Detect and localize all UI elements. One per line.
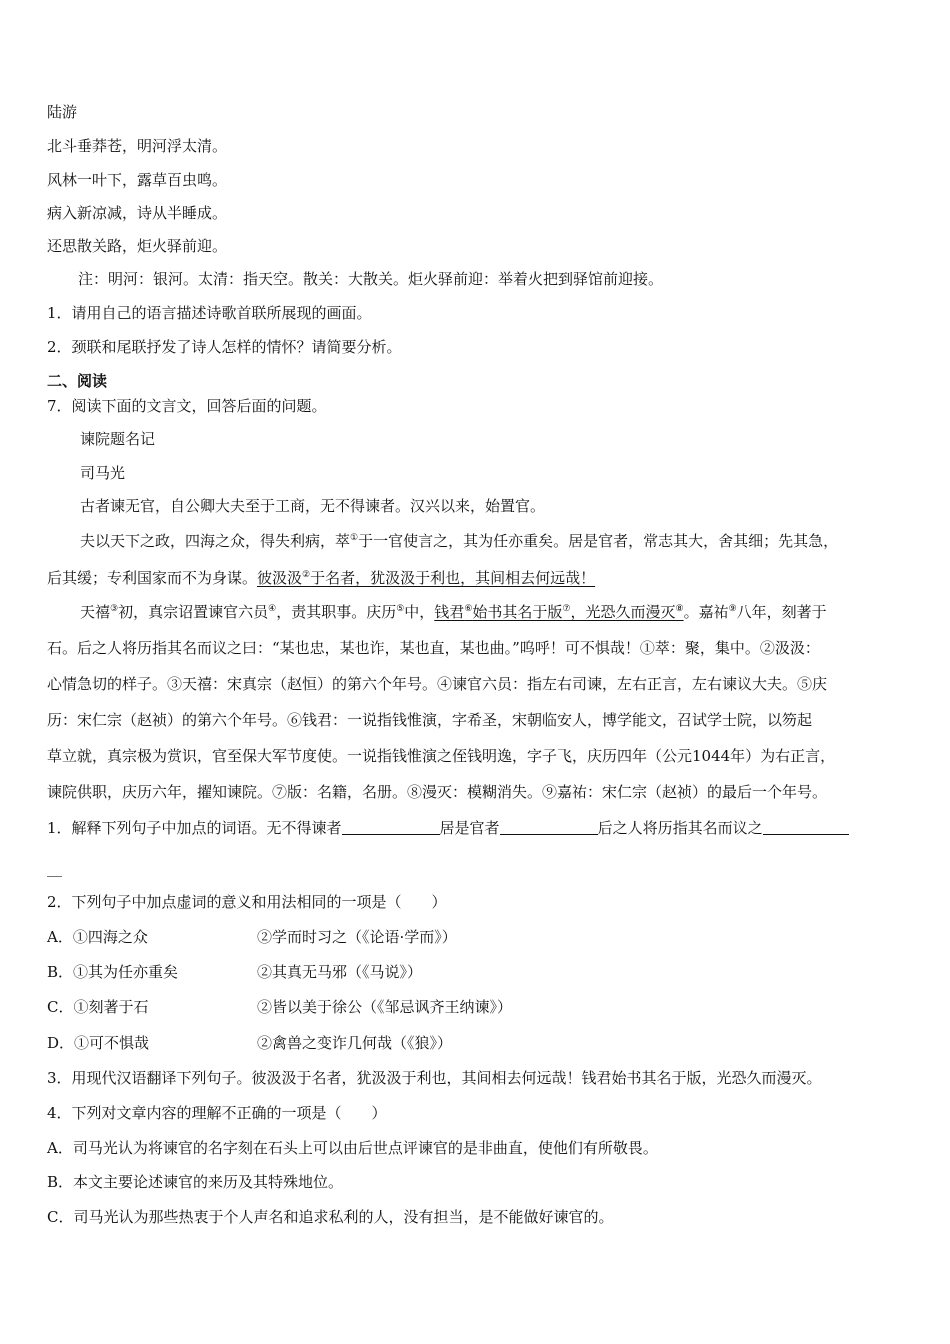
essay-footnotes-line-3: 草立就，真宗极为赏识，官至保大军节度使。一说指钱惟演之侄钱明逸，字子飞，庆历四年（公元1044年）为右正言， — [47, 747, 836, 765]
poem-question-1: 1．请用自己的语言描述诗歌首联所展现的画面。 — [47, 304, 372, 322]
footnote-mark: ⑦ — [562, 604, 571, 614]
poem-line-3: 病入新凉减，诗从半睡成。 — [47, 204, 228, 222]
text-run: 于名者，犹汲汲于利也，其间相去何远哉！ — [310, 569, 596, 587]
text-run: 居是官者 — [439, 819, 500, 837]
footnote-mark: ③ — [110, 604, 119, 614]
footnote-mark: ② — [302, 570, 311, 580]
q4-option-c[interactable]: C．司马光认为那些热衷于个人声名和追求私利的人，没有担当，是不能做好谏官的。 — [47, 1208, 614, 1226]
text-run: 始书其名于版 — [472, 603, 563, 621]
text-run: 钱君 — [434, 603, 465, 621]
text-run: 中， — [404, 603, 435, 621]
essay-paragraph-3-line-2: 石。后之人将历指其名而议之曰：“某也忠，某也诈，某也直，某也曲。”呜呼！可不惧哉！①萃：聚，集中。②汲汲： — [47, 639, 820, 657]
essay-paragraph-2-line-2 — [47, 568, 595, 588]
poem-line-4: 还思散关路，炬火驿前迎。 — [47, 237, 228, 255]
answer-blank-1[interactable] — [342, 818, 440, 835]
option-label: A．①四海之众 — [47, 928, 148, 946]
text-run: 初，真宗诏置谏官六员 — [118, 603, 269, 621]
essay-paragraph-1: 古者谏无官，自公卿大夫至于工商，无不得谏者。汉兴以来，始置官。 — [80, 497, 546, 515]
option-d[interactable] — [47, 1033, 452, 1053]
essay-paragraph-2-line-1 — [80, 531, 838, 551]
option-reference: ②皆以美于徐公（《邹忌讽齐王纳谏》） — [257, 998, 513, 1016]
option-reference: ②其真无马邪（《马说》） — [257, 963, 423, 981]
essay-footnotes-line-4: 谏院供职，庆历六年，擢知谏院。⑦版：名籍，名册。⑧漫灭：模糊消失。⑨嘉祐：宋仁宗（赵祯）的最后一个年号。 — [47, 783, 828, 801]
text-run: 于一官使言之，其为任亦重矣。居是官者，常志其大，舍其细；先其急， — [358, 532, 839, 550]
footnote-mark: ⑧ — [675, 604, 684, 614]
footnote-mark: ⑥ — [464, 604, 473, 614]
answer-blank-3[interactable] — [763, 818, 849, 835]
essay-paragraph-3-line-1 — [80, 602, 827, 622]
footnote-mark: ① — [350, 533, 359, 543]
option-label: D．①可不惧哉 — [47, 1034, 150, 1052]
essay-author: 司马光 — [80, 464, 126, 482]
essay-footnotes-line-2: 历：宋仁宗（赵祯）的第六个年号。⑥钱君：一说指钱惟演，字希圣，宋朝临安人，博学能文，召试学士院，以笏起 — [47, 711, 813, 729]
q4-option-b[interactable]: B．本文主要论述谏官的来历及其特殊地位。 — [47, 1173, 344, 1191]
text-run: ，责其职事。庆历 — [276, 603, 397, 621]
text-run: 1．解释下列句子中加点的词语。无不得谏者 — [47, 819, 342, 837]
section-heading: 二、阅读 — [47, 372, 108, 390]
answer-blank-continuation: __ — [47, 859, 62, 877]
option-label: B．①其为任亦重矣 — [47, 963, 179, 981]
question-7: 7．阅读下面的文言文，回答后面的问题。 — [47, 397, 327, 415]
answer-blank-2[interactable] — [500, 818, 598, 835]
footnote-mark: ⑨ — [728, 604, 737, 614]
text-run: 。嘉祐 — [683, 603, 729, 621]
text-run: 夫以天下之政，四海之众，得失利病，萃 — [80, 532, 351, 550]
underlined-sentence — [434, 603, 683, 621]
option-a[interactable] — [47, 927, 457, 947]
text-run: 八年，刻著于 — [736, 603, 827, 621]
poem-line-2: 风林一叶下，露草百虫鸣。 — [47, 171, 228, 189]
essay-footnotes-line-1: 心情急切的样子。③天禧：宋真宗（赵恒）的第六个年号。④谏官六员：指左右司谏，左右正言，左右谏议大夫。⑤庆 — [47, 675, 828, 693]
underlined-sentence — [257, 569, 595, 587]
poem-question-2: 2．颈联和尾联抒发了诗人怎样的情怀？请简要分析。 — [47, 338, 402, 356]
text-run: 彼汲汲 — [257, 569, 303, 587]
sub-question-2: 2．下列句子中加点虚词的意义和用法相同的一项是（ ） — [47, 893, 447, 911]
text-run: 后之人将历指其名而议之 — [597, 819, 763, 837]
sub-question-1 — [47, 818, 849, 838]
option-reference: ②禽兽之变诈几何哉（《狼》） — [257, 1034, 453, 1052]
q4-option-a[interactable]: A．司马光认为将谏官的名字刻在石头上可以由后世点评谏官的是非曲直，使他们有所敬畏。 — [47, 1139, 658, 1157]
poem-author: 陆游 — [47, 103, 78, 121]
option-b[interactable] — [47, 962, 422, 982]
option-label: C．①刻著于石 — [47, 998, 149, 1016]
essay-title: 谏院题名记 — [80, 430, 156, 448]
text-run: 后其缓；专利国家而不为身谋。 — [47, 569, 258, 587]
text-run: 天禧 — [80, 603, 111, 621]
poem-note: 注：明河：银河。太清：指天空。散关：大散关。炬火驿前迎：举着火把到驿馆前迎接。 — [78, 270, 664, 288]
option-reference: ②学而时习之（《论语·学而》） — [257, 928, 457, 946]
sub-question-4: 4．下列对文章内容的理解不正确的一项是（ ） — [47, 1104, 387, 1122]
poem-line-1: 北斗垂莽苍，明河浮太清。 — [47, 137, 228, 155]
footnote-mark: ⑤ — [396, 604, 405, 614]
option-c[interactable] — [47, 997, 512, 1017]
footnote-mark: ④ — [268, 604, 277, 614]
text-run: ，光恐久而漫灭 — [570, 603, 676, 621]
sub-question-3: 3．用现代汉语翻译下列句子。彼汲汲于名者，犹汲汲于利也，其间相去何远哉！钱君始书其名于版，光恐久而漫灭。 — [47, 1069, 822, 1087]
